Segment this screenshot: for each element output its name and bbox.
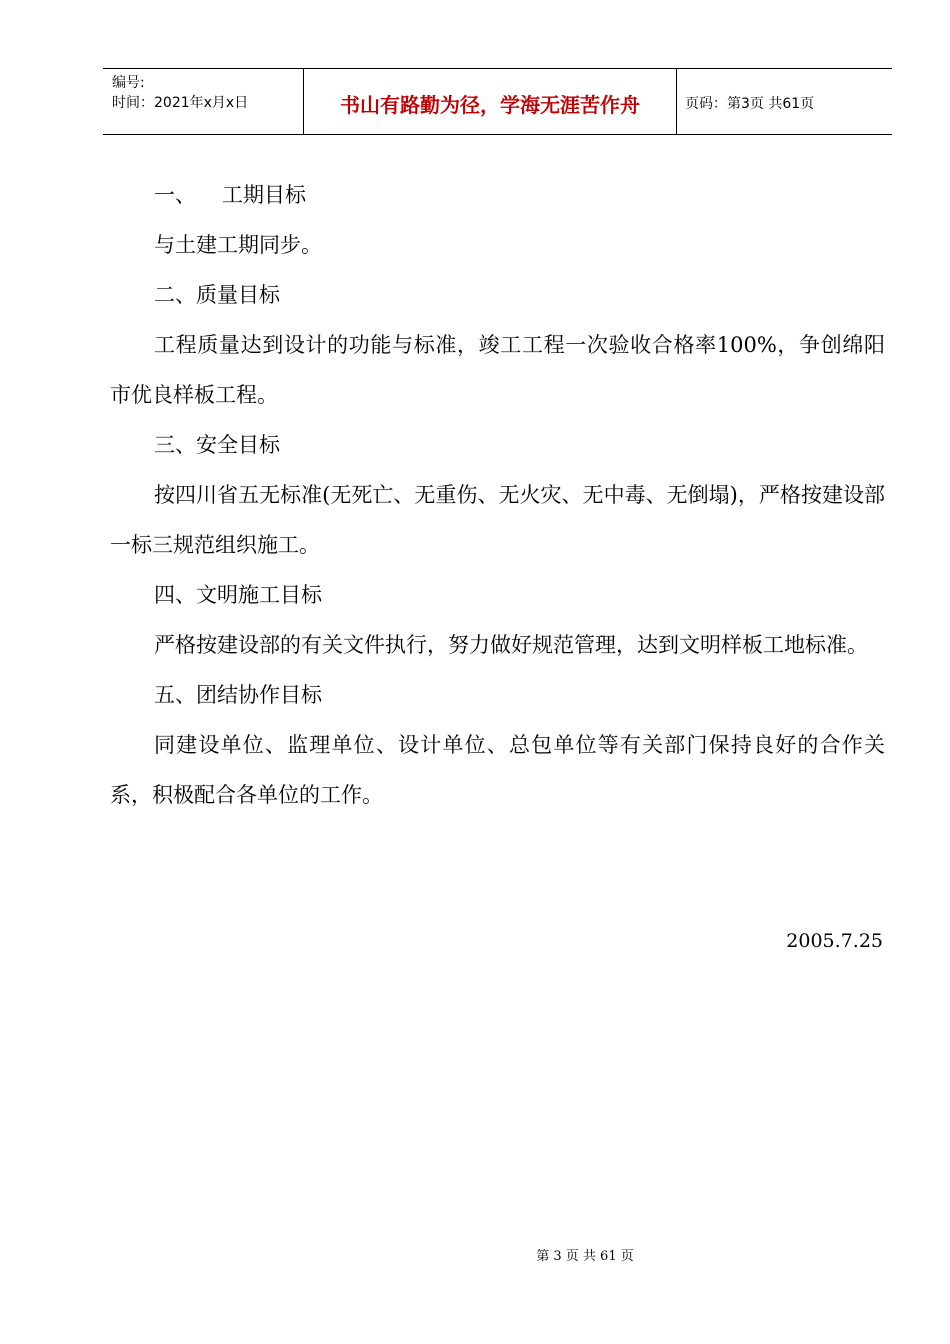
section-number: 一、 — [154, 183, 196, 207]
document-body — [110, 170, 885, 820]
page-footer: 第 3 页 共 61 页 — [536, 1249, 634, 1264]
header-motto: 书山有路勤为径，学海无涯苦作舟 — [304, 69, 677, 134]
paragraph-safety: 按四川省五无标准(无死亡、无重伤、无火灾、无中毒、无倒塌)，严格按建设部一标三规范组织施工。 — [110, 483, 885, 557]
header-page-info: 页码：第3页 共61页 — [685, 95, 815, 112]
paragraph-quality: 工程质量达到设计的功能与标准，竣工工程一次验收合格率100%，争创绵阳市优良样板工程。 — [110, 333, 885, 407]
section-heading-2: 二、质量目标 — [154, 283, 280, 307]
paragraph-cooperation: 同建设单位、监理单位、设计单位、总包单位等有关部门保持良好的合作关系，积极配合各单位的工作。 — [110, 733, 885, 807]
document-date: 2005.7.25 — [786, 930, 883, 952]
section-heading-1 — [110, 170, 885, 220]
section-heading-3: 三、安全目标 — [154, 433, 280, 457]
page-header — [103, 68, 892, 135]
paragraph-civilized: 严格按建设部的有关文件执行，努力做好规范管理，达到文明样板工地标准。 — [154, 633, 868, 657]
header-meta — [103, 69, 304, 134]
section-heading-5: 五、团结协作目标 — [154, 683, 322, 707]
time-label: 时间：2021年x月x日 — [112, 95, 249, 111]
number-label: 编号: — [112, 75, 145, 91]
section-heading-4: 四、文明施工目标 — [154, 583, 322, 607]
section-title: 工期目标 — [222, 183, 306, 207]
paragraph-schedule: 与土建工期同步。 — [154, 233, 322, 257]
